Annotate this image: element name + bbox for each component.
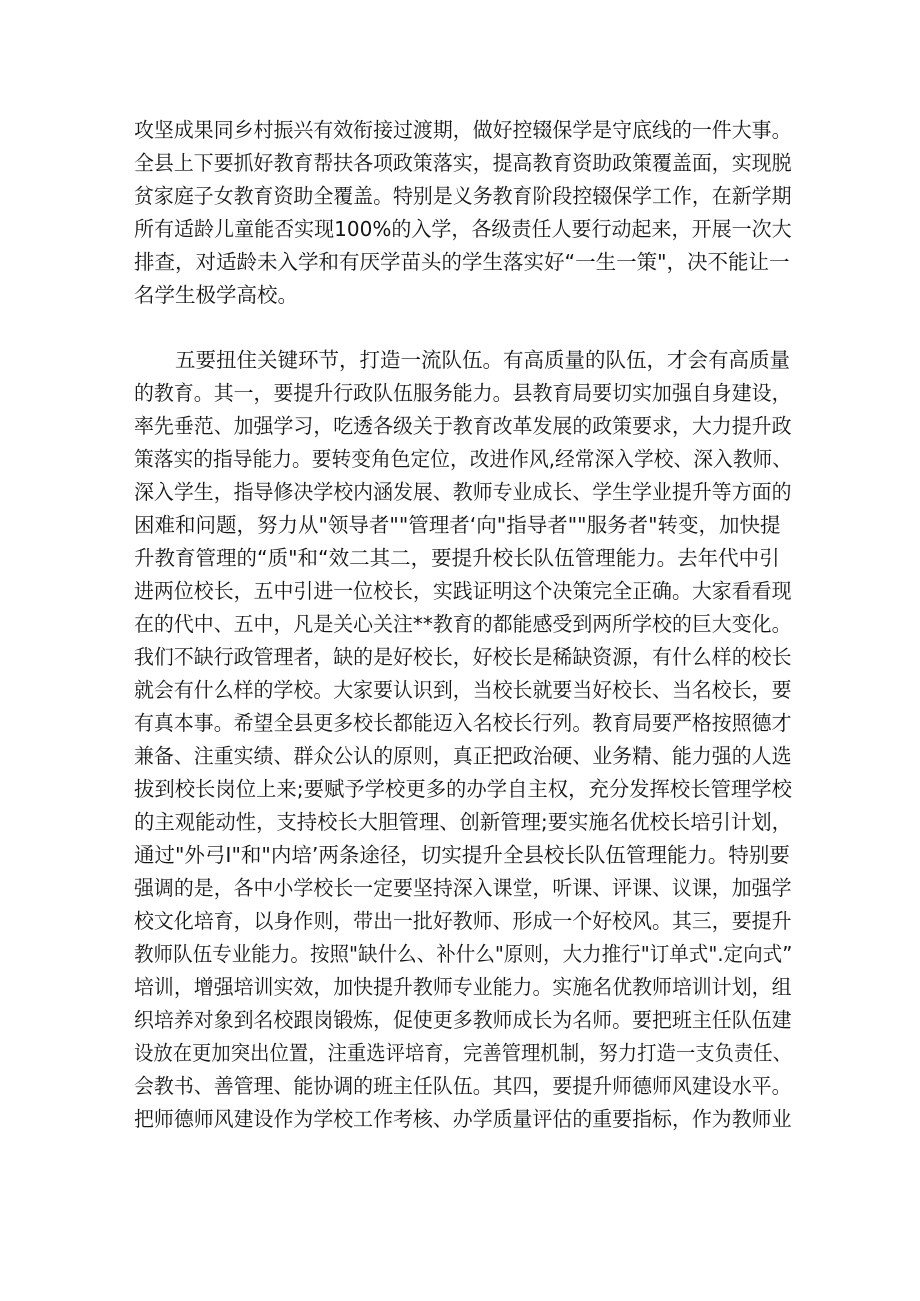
text-line: 校文化培育，以身作则，带出一批好教师、形成一个好校风。其三，要提升: [134, 909, 792, 933]
text-line: 率先垂范、加强学习，吃透各级关于教育改革发展的政策要求，大力提升政: [134, 414, 792, 438]
text-line: 强调的是，各中小学校长一定要坚持深入课堂，听课、评课、议课，加强学: [134, 876, 792, 900]
text-line: 培训，增强培训实效，加快提升教师专业能力。实施名优教师培训计划，组: [134, 975, 792, 999]
text-line: 的主观能动性，支持校长大胆管理、创新管理;要实施名优校长培引计划，: [134, 810, 792, 834]
text-line: 通过"外弓I"和"内培’两条途径，切实提升全县校长队伍管理能力。特别要: [134, 843, 790, 867]
text-line: 把师德师风建设作为学校工作考核、办学质量评估的重要指标，作为教师业: [134, 1107, 792, 1131]
text-line: 在的代中、五中，凡是关心关注**教育的都能感受到两所学校的巨大变化。: [134, 612, 792, 636]
text-line: 兼备、注重实绩、群众公认的原则，真正把政治硬、业务精、能力强的人选: [134, 744, 792, 768]
text-line: 进两位校长，五中引进一位校长，实践证明这个决策完全正确。大家看看现: [134, 579, 792, 603]
text-line: 拔到校长岗位上来;要赋予学校更多的办学自主权，充分发挥校长管理学校: [134, 777, 792, 801]
text-line: 名学生极学高校。: [134, 283, 298, 307]
text-line: 全县上下要抓好教育帮扶各项政策落实，提高教育资助政策覆盖面，实现脱: [134, 151, 792, 175]
text-line: 就会有什么样的学校。大家要认识到，当校长就要当好校长、当名校长，要: [134, 678, 792, 702]
text-line: 五要扭住关键环节，打造一流队伍。有高质量的队伍，才会有高质量: [175, 348, 790, 372]
text-line: 困难和问题，努力从"领导者""管理者‘向"指导者""服务者"转变，加快提: [134, 513, 781, 537]
text-line: 升教育管理的“质"和“效二其二，要提升校长队伍管理能力。去年代中引: [134, 546, 780, 570]
text-line: 的教育。其一，要提升行政队伍服务能力。县教育局要切实加强自身建设，: [134, 381, 792, 405]
text-line: 教师队伍专业能力。按照"缺什么、补什么"原则，大力推行"订单式".定向式”: [134, 942, 793, 966]
text-line: 策落实的指导能力。要转变角色定位，改进作风,经常深入学校、深入教师、: [134, 447, 793, 471]
text-line: 所有适龄儿童能否实现100%的入学，各级责任人要行动起来，开展一次大: [134, 217, 792, 241]
text-line: 设放在更加突出位置，注重选评培育，完善管理机制，努力打造一支负责任、: [134, 1041, 792, 1065]
text-line: 我们不缺行政管理者，缺的是好校长，好校长是稀缺资源，有什么样的校长: [134, 645, 792, 669]
text-line: 贫家庭子女教育资助全覆盖。特别是义务教育阶段控辍保学工作，在新学期: [134, 184, 792, 208]
text-line: 织培养对象到名校跟岗锻炼，促使更多教师成长为名师。要把班主任队伍建: [134, 1008, 792, 1032]
text-line: 有真本事。希望全县更多校长都能迈入名校长行列。教育局要严格按照德才: [134, 711, 792, 735]
text-line: 攻坚成果同乡村振兴有效衔接过渡期，做好控辍保学是守底线的一件大事。: [134, 118, 792, 142]
text-line: 深入学生，指导修决学校内涵发展、教师专业成长、学生学业提升等方面的: [134, 480, 792, 504]
text-line: 排查，对适龄未入学和有厌学苗头的学生落实好“一生一策"，决不能让一: [134, 250, 790, 274]
text-line: 会教书、善管理、能协调的班主任队伍。其四，要提升师德师风建设水平。: [134, 1074, 792, 1098]
